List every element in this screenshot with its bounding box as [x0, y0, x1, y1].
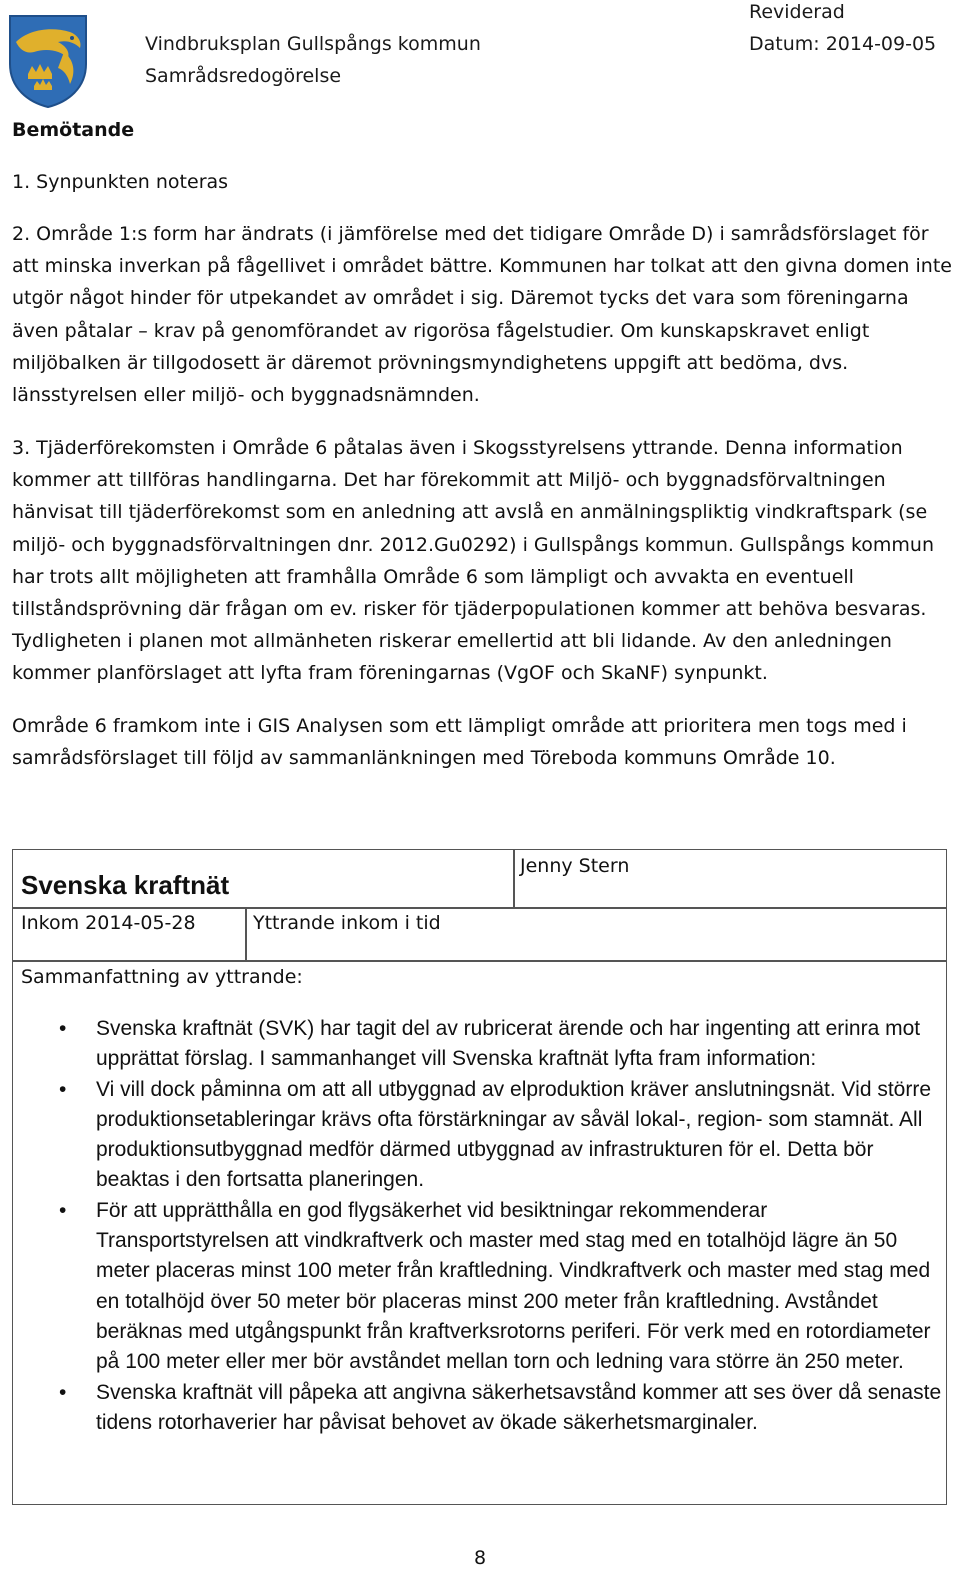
document-title: Vindbruksplan Gullspångs kommun [145, 33, 481, 55]
paragraph-4: Område 6 framkom inte i GIS Analysen som ett lämpligt område att prioritera men togs med i samrådsförslaget till följd av sammanlänkningen med Töreboda kommuns Område 10. [12, 715, 907, 770]
bullet-text: Svenska kraftnät vill påpeka att angivna säkerhetsavstånd kommer att ses över då senaste tidens rotorhaverier har påvisat behovet av ökade säkerhetsmarginaler. [96, 1380, 942, 1434]
bullet-text: Svenska kraftnät (SVK) har tagit del av rubricerat ärende och har ingenting att erinra mot upprättat förslag. I sammanhanget vill Svenska kraftnät lyfta fram information: [96, 1017, 921, 1071]
table-divider [513, 850, 515, 908]
table-divider [245, 907, 247, 960]
bullet-text: För att upprätthålla en god flygsäkerhet vid besiktningar rekommenderar Transportstyrelsen att vindkraftverk och master med stag med en totalhöjd lägre än 50 meter placeras minst 100 meter från kraftledning. Vindkraftverk och master med stag med en totalhöjd över 50 meter bör placeras minst 200 meter från kraftledning. Avståndet beräknas med utgångspunkt från kraftverksrotorns periferi. För verk med en rotordiameter på 100 meter eller mer bör avståndet mellan torn och ledning vara större än 250 meter. [96, 1198, 931, 1374]
bullet-text: Vi vill dock påminna om att all utbyggnad av elproduktion kräver anslutningsnät. Vid större produktionsetableringar krävs ofta förstärkningar av såväl lokal-, region- som stamnät. All produktionsutbyggnad medför därmed utbyggnad av infrastrukturen för el. Detta bör beaktas i den fortsatta planeringen. [96, 1077, 932, 1192]
revision-date: Datum: 2014-09-05 [749, 33, 937, 55]
paragraph-2: 2. Område 1:s form har ändrats (i jämförelse med det tidigare Område D) i samrådsförslaget för att minska inverkan på fågellivet i området bättre. Kommunen har tolkat att den givna domen inte utgör något hinder för utpekandet av området i sig. Däremot tycks det vara som föreningarna även påtalar – krav på genomförandet av rigorösa fågelstudier. Om kunskapskravet enligt miljöbalken är tillgodosett är däremot prövningsmyndighetens uppgift att bedöma, dvs. länsstyrelsen eller miljö- och byggnadsnämnden. [12, 223, 952, 407]
document-header [145, 28, 481, 92]
consultation-response-table [12, 849, 947, 1505]
summary-label: Sammanfattning av yttrande: [21, 966, 303, 988]
list-item [13, 1196, 948, 1378]
list-item [13, 1378, 948, 1439]
paragraph-1: 1. Synpunkten noteras [12, 171, 229, 193]
received-date: Inkom 2014-05-28 [21, 912, 196, 934]
page-number: 8 [473, 1547, 487, 1569]
handler-name: Jenny Stern [520, 855, 630, 877]
bullet-icon: • [59, 1198, 67, 1222]
bullet-icon: • [59, 1017, 67, 1040]
summary-bullet-list [13, 1014, 948, 1438]
section-title: Bemötande [12, 119, 135, 141]
municipal-coat-of-arms-icon [6, 12, 90, 108]
list-item [13, 1075, 948, 1196]
bullet-icon: • [59, 1077, 67, 1101]
list-item [13, 1014, 948, 1075]
document-subtitle: Samrådsredogörelse [145, 65, 342, 87]
revision-status: Reviderad [749, 1, 845, 23]
organization-name: Svenska kraftnät [21, 870, 230, 900]
bullet-icon: • [59, 1380, 67, 1404]
paragraph-3: 3. Tjäderförekomsten i Område 6 påtalas även i Skogsstyrelsens yttrande. Denna information kommer att tillföras handlingarna. Det har förekommit att Miljö- och byggnadsförvaltningen hänvisat till tjäderförekomst som en anledning att avslå en anmälningspliktig vindkraftspark (se miljö- och byggnadsförvaltningen dnr. 2012.Gu0292) i Gullspångs kommun. Gullspångs kommun har trots allt möjligheten att framhålla Område 6 som lämpligt och avvakta en eventuell tillståndsprövning där frågan om ev. risker för tjäderpopulationen kommer att behöva besvaras. Tydligheten i planen mot allmänheten riskerar emellertid att bli lidande. Av den anledningen kommer planförslaget att lyfta fram föreningarnas (VgOF och SkaNF) synpunkt. [12, 437, 935, 685]
timeliness-note: Yttrande inkom i tid [253, 912, 441, 934]
document-status-block [749, 0, 936, 60]
